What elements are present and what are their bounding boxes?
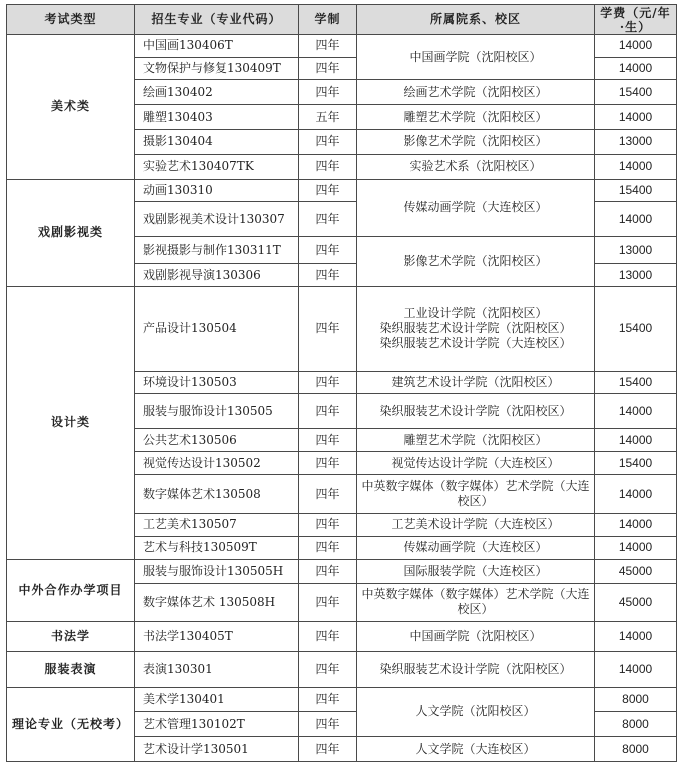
duration-cell: 四年: [299, 429, 357, 452]
school-cell: 传媒动画学院（大连校区）: [357, 536, 595, 559]
duration-cell: 四年: [299, 57, 357, 80]
major-cell: 数字媒体艺术130508: [135, 474, 299, 513]
table-body: [7, 35, 677, 762]
major-cell: 表演130301: [135, 652, 299, 687]
fee-cell: 13000: [595, 264, 677, 287]
fee-cell: 45000: [595, 584, 677, 621]
duration-cell: 四年: [299, 35, 357, 58]
header-major: 招生专业（专业代码）: [135, 5, 299, 35]
school-cell: 中英数字媒体（数字媒体）艺术学院（大连校区）: [357, 584, 595, 621]
fee-cell: 14000: [595, 394, 677, 429]
fee-cell: 13000: [595, 130, 677, 155]
table-row: [7, 559, 677, 584]
fee-cell: 8000: [595, 712, 677, 737]
fee-cell: 14000: [595, 105, 677, 130]
school-cell: 人文学院（大连校区）: [357, 737, 595, 762]
fee-cell: 14000: [595, 154, 677, 179]
duration-cell: 四年: [299, 202, 357, 237]
fee-cell: 45000: [595, 559, 677, 584]
major-cell: 工艺美术130507: [135, 514, 299, 537]
major-cell: 戏剧影视美术设计130307: [135, 202, 299, 237]
fee-cell: 14000: [595, 514, 677, 537]
fee-cell: 14000: [595, 57, 677, 80]
duration-cell: 四年: [299, 80, 357, 105]
major-cell: 视觉传达设计130502: [135, 452, 299, 475]
major-cell: 数字媒体艺术 130508H: [135, 584, 299, 621]
major-cell: 绘画130402: [135, 80, 299, 105]
fee-cell: 15400: [595, 80, 677, 105]
school-cell: 工艺美术设计学院（大连校区）: [357, 514, 595, 537]
duration-cell: 四年: [299, 474, 357, 513]
header-fee: 学费（元/年·生）: [595, 5, 677, 35]
fee-cell: 15400: [595, 179, 677, 202]
header-duration: 学制: [299, 5, 357, 35]
school-cell: 雕塑艺术学院（沈阳校区）: [357, 105, 595, 130]
school-cell: 绘画艺术学院（沈阳校区）: [357, 80, 595, 105]
table-row: [7, 652, 677, 687]
fee-cell: 14000: [595, 202, 677, 237]
category-cell: 美术类: [7, 35, 135, 180]
fee-cell: 15400: [595, 371, 677, 394]
fee-cell: 14000: [595, 35, 677, 58]
duration-cell: 四年: [299, 584, 357, 621]
major-cell: 影视摄影与制作130311T: [135, 237, 299, 264]
major-cell: 摄影130404: [135, 130, 299, 155]
fee-cell: 15400: [595, 286, 677, 371]
major-cell: 环境设计130503: [135, 371, 299, 394]
school-cell: 工业设计学院（沈阳校区） 染织服装艺术设计学院（沈阳校区） 染织服装艺术设计学院（大连校区）: [357, 286, 595, 371]
fee-cell: 14000: [595, 652, 677, 687]
admissions-table: [6, 4, 677, 762]
table-row: [7, 687, 677, 712]
duration-cell: 四年: [299, 179, 357, 202]
header-row: [7, 5, 677, 35]
school-cell: 影像艺术学院（沈阳校区）: [357, 130, 595, 155]
school-cell: 影像艺术学院（沈阳校区）: [357, 237, 595, 287]
duration-cell: 四年: [299, 452, 357, 475]
duration-cell: 四年: [299, 130, 357, 155]
fee-cell: 14000: [595, 621, 677, 652]
duration-cell: 四年: [299, 514, 357, 537]
major-cell: 服装与服饰设计130505: [135, 394, 299, 429]
school-cell: 实验艺术系（沈阳校区）: [357, 154, 595, 179]
duration-cell: 四年: [299, 286, 357, 371]
school-cell: 中英数字媒体（数字媒体）艺术学院（大连校区）: [357, 474, 595, 513]
duration-cell: 四年: [299, 154, 357, 179]
fee-cell: 14000: [595, 474, 677, 513]
duration-cell: 四年: [299, 687, 357, 712]
duration-cell: 四年: [299, 652, 357, 687]
category-cell: 戏剧影视类: [7, 179, 135, 286]
fee-cell: 8000: [595, 737, 677, 762]
major-cell: 美术学130401: [135, 687, 299, 712]
category-cell: 设计类: [7, 286, 135, 559]
header-category: 考试类型: [7, 5, 135, 35]
table-row: [7, 179, 677, 202]
duration-cell: 五年: [299, 105, 357, 130]
major-cell: 服装与服饰设计130505H: [135, 559, 299, 584]
major-cell: 艺术与科技130509T: [135, 536, 299, 559]
table-row: [7, 286, 677, 371]
school-cell: 雕塑艺术学院（沈阳校区）: [357, 429, 595, 452]
school-cell: 染织服装艺术设计学院（沈阳校区）: [357, 394, 595, 429]
major-cell: 动画130310: [135, 179, 299, 202]
duration-cell: 四年: [299, 237, 357, 264]
major-cell: 产品设计130504: [135, 286, 299, 371]
school-cell: 视觉传达设计学院（大连校区）: [357, 452, 595, 475]
major-cell: 实验艺术130407TK: [135, 154, 299, 179]
duration-cell: 四年: [299, 712, 357, 737]
major-cell: 书法学130405T: [135, 621, 299, 652]
duration-cell: 四年: [299, 621, 357, 652]
major-cell: 艺术设计学130501: [135, 737, 299, 762]
major-cell: 中国画130406T: [135, 35, 299, 58]
duration-cell: 四年: [299, 394, 357, 429]
school-cell: 建筑艺术设计学院（沈阳校区）: [357, 371, 595, 394]
fee-cell: 14000: [595, 429, 677, 452]
fee-cell: 13000: [595, 237, 677, 264]
fee-cell: 15400: [595, 452, 677, 475]
school-cell: 人文学院（沈阳校区）: [357, 687, 595, 737]
school-cell: 染织服装艺术设计学院（沈阳校区）: [357, 652, 595, 687]
table-row: [7, 621, 677, 652]
school-cell: 中国画学院（沈阳校区）: [357, 35, 595, 80]
major-cell: 戏剧影视导演130306: [135, 264, 299, 287]
duration-cell: 四年: [299, 536, 357, 559]
category-cell: 服装表演: [7, 652, 135, 687]
duration-cell: 四年: [299, 371, 357, 394]
school-cell: 传媒动画学院（大连校区）: [357, 179, 595, 237]
major-cell: 艺术管理130102T: [135, 712, 299, 737]
fee-cell: 14000: [595, 536, 677, 559]
major-cell: 雕塑130403: [135, 105, 299, 130]
school-cell: 国际服装学院（大连校区）: [357, 559, 595, 584]
header-school: 所属院系、校区: [357, 5, 595, 35]
duration-cell: 四年: [299, 264, 357, 287]
category-cell: 理论专业（无校考）: [7, 687, 135, 761]
duration-cell: 四年: [299, 737, 357, 762]
table-row: [7, 35, 677, 58]
major-cell: 公共艺术130506: [135, 429, 299, 452]
category-cell: 中外合作办学项目: [7, 559, 135, 621]
category-cell: 书法学: [7, 621, 135, 652]
school-cell: 中国画学院（沈阳校区）: [357, 621, 595, 652]
duration-cell: 四年: [299, 559, 357, 584]
fee-cell: 8000: [595, 687, 677, 712]
major-cell: 文物保护与修复130409T: [135, 57, 299, 80]
